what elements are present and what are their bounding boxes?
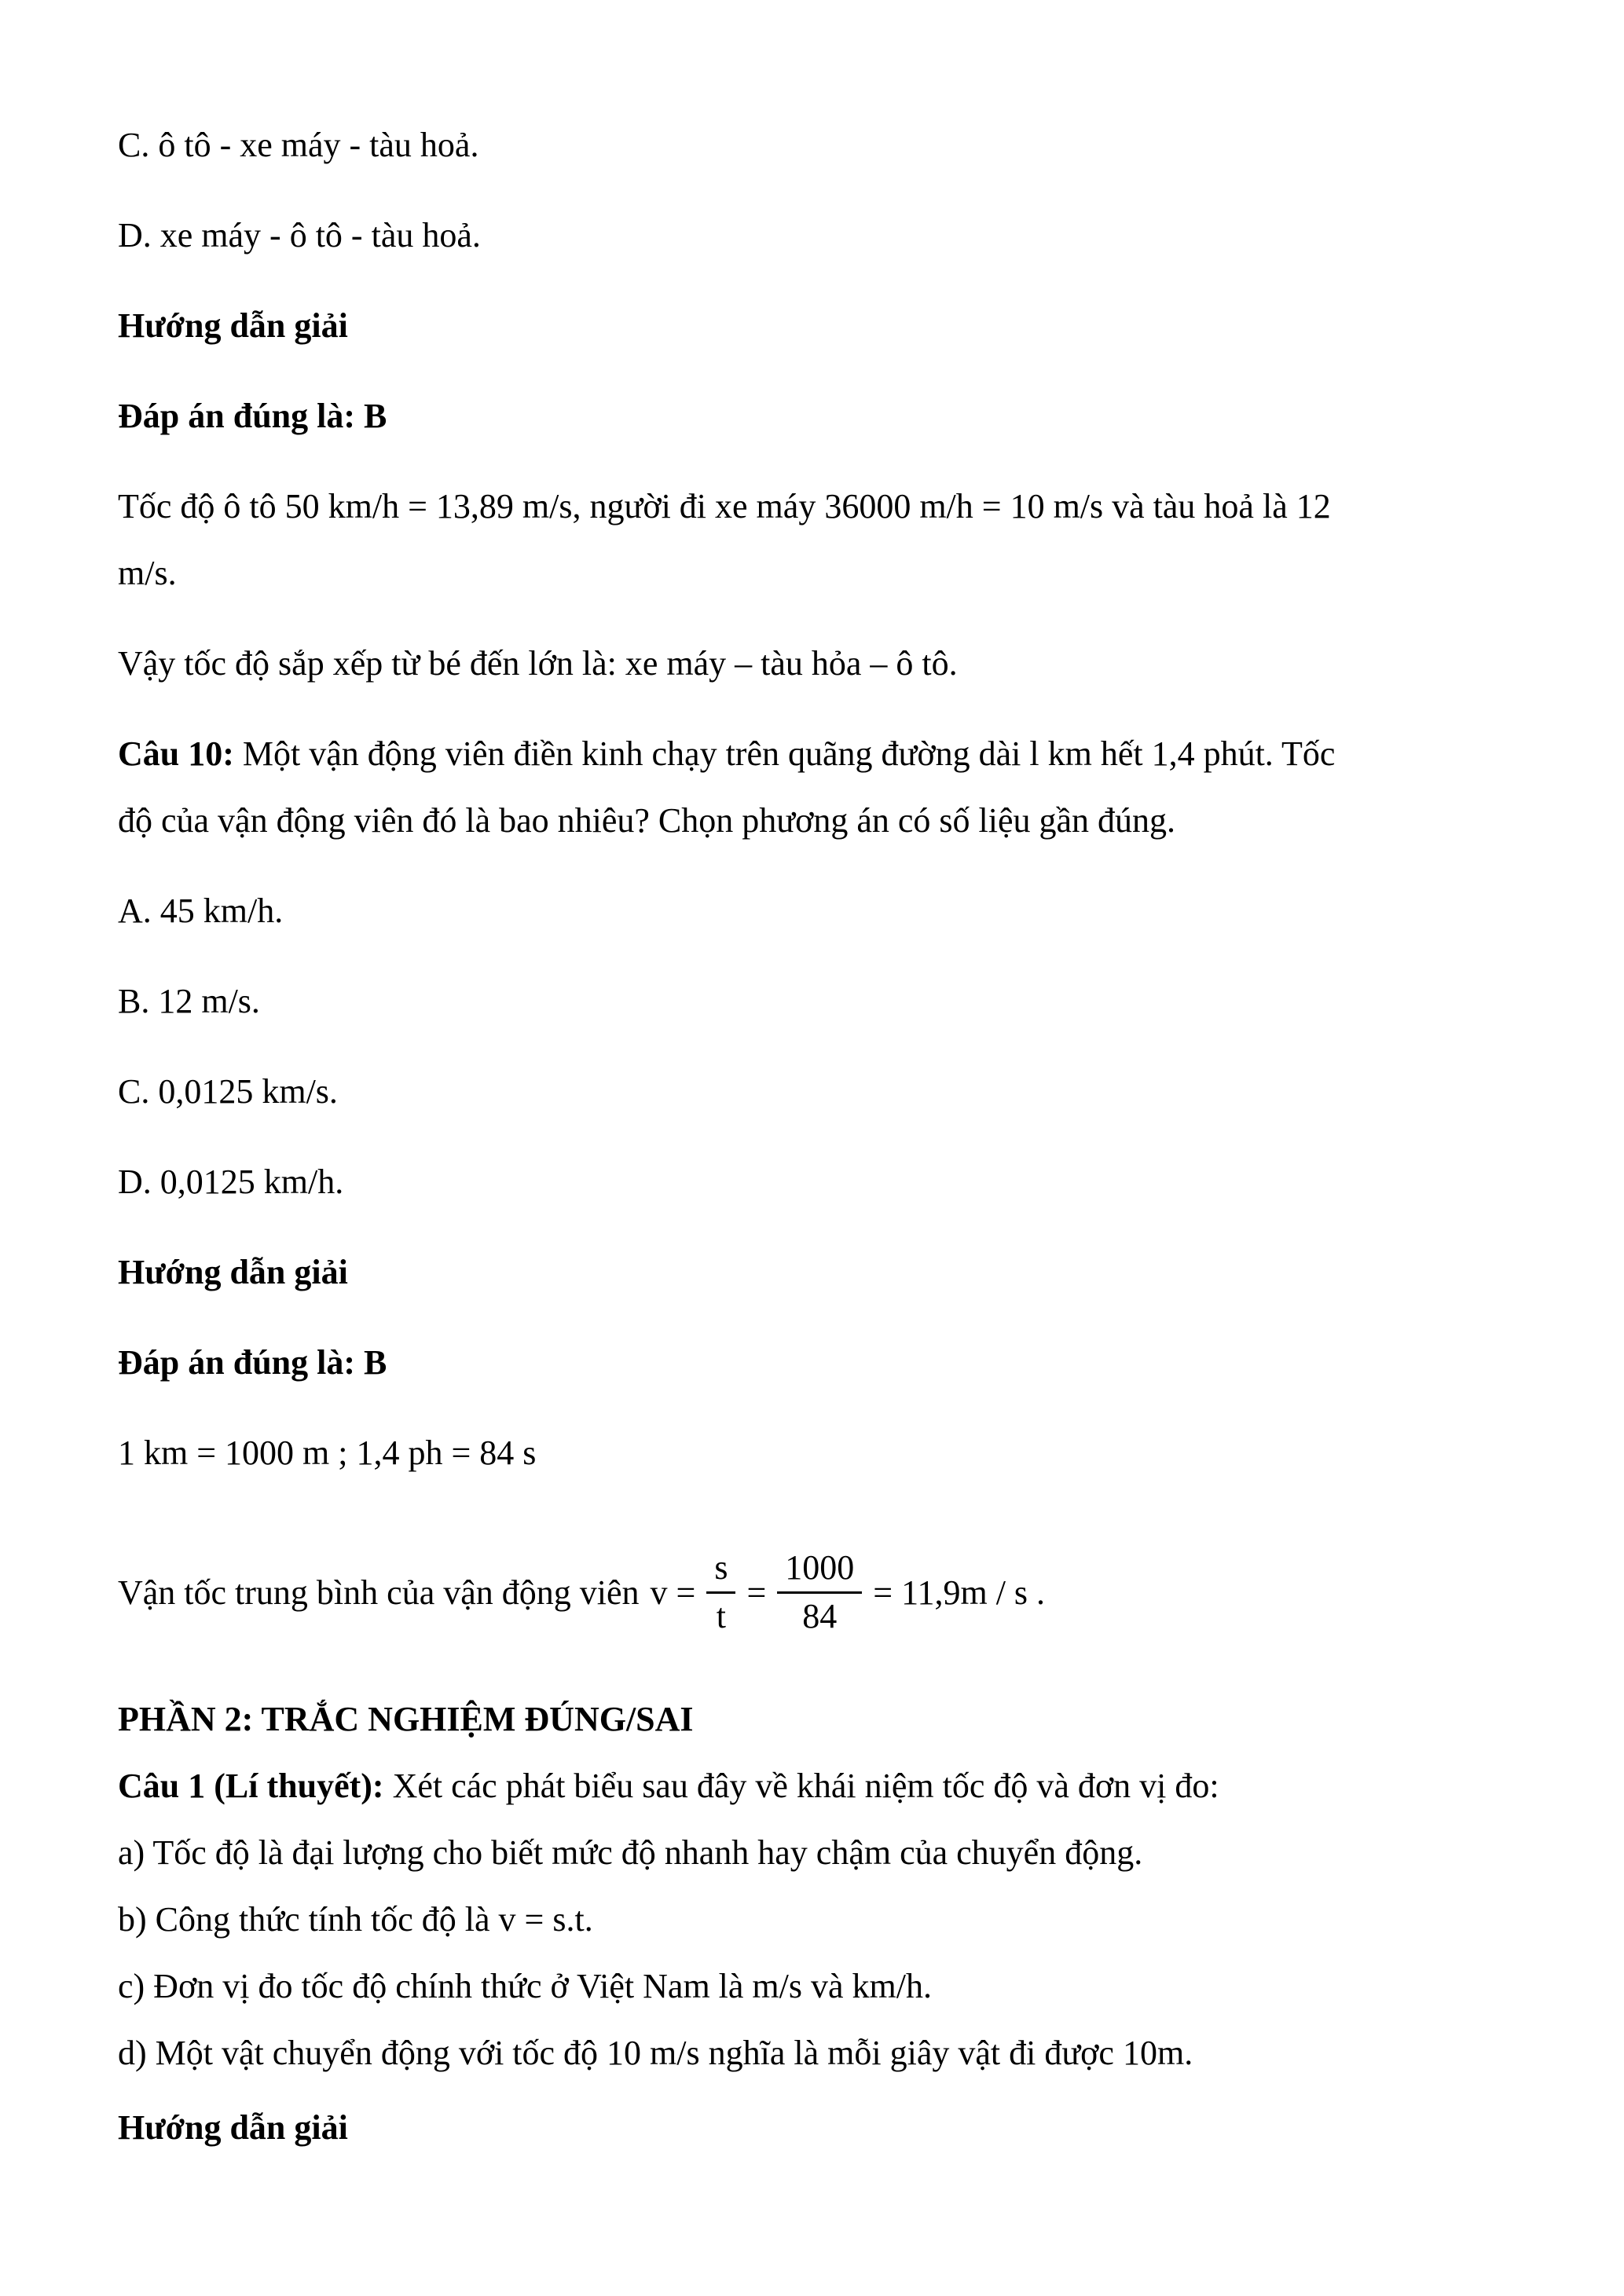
q9-explanation: [118, 473, 1506, 606]
q10-formula-line: [118, 1547, 1506, 1638]
q10-label: Câu 10:: [118, 734, 234, 773]
q9-conclusion: Vậy tốc độ sắp xếp từ bé đến lớn là: xe máy – tàu hỏa – ô tô.: [118, 644, 958, 683]
question10-section: [118, 720, 1506, 1638]
q10-option-d: D. 0,0125 km/h.: [118, 1163, 344, 1201]
cau1-statement-b: b) Công thức tính tốc độ là v = s.t.: [118, 1900, 593, 1939]
fraction-denominator: t: [716, 1596, 727, 1635]
velocity-equation: [651, 1547, 1046, 1638]
q9-answer-heading: Đáp án đúng là: B: [118, 397, 387, 435]
cau1-statement-c: c) Đơn vị đo tốc độ chính thức ở Việt Nam là m/s và km/h.: [118, 1967, 932, 2006]
cau1-statement-a: a) Tốc độ là đại lượng cho biết mức độ nhanh hay chậm của chuyển động.: [118, 1833, 1143, 1873]
q10-option-b: B. 12 m/s.: [118, 982, 260, 1020]
fraction-denominator: 84: [802, 1596, 838, 1635]
q10-option-c: C. 0,0125 km/s.: [118, 1072, 338, 1111]
q10-statement: [118, 720, 1506, 854]
fraction-1000-over-84: [777, 1547, 862, 1638]
question9-solution-section: [118, 112, 1506, 697]
cau1-label: Câu 1 (Lí thuyết):: [118, 1767, 384, 1806]
cau1-statement-d: d) Một vật chuyển động với tốc độ 10 m/s nghĩa là mỗi giây vật đi được 10m.: [118, 2034, 1193, 2073]
q10-guide-heading: Hướng dẫn giải: [118, 1253, 348, 1291]
q9-guide-heading: Hướng dẫn giải: [118, 306, 348, 345]
q9-explanation-line1: Tốc độ ô tô 50 km/h = 13,89 m/s, người đi xe máy 36000 m/h = 10 m/s và tàu hoả là 12: [118, 487, 1331, 525]
fraction-numerator: 1000: [777, 1547, 862, 1594]
q10-answer-heading: Đáp án đúng là: B: [118, 1343, 387, 1382]
equation-lhs: v =: [650, 1573, 696, 1612]
formula-prefix-text: Vận tốc trung bình của vận động viên: [118, 1573, 640, 1612]
cau1-text: Xét các phát biểu sau đây về khái niệm tốc độ và đơn vị đo:: [383, 1767, 1219, 1806]
q9-explanation-line2: m/s.: [118, 554, 177, 592]
fraction-s-over-t: [706, 1547, 735, 1638]
q10-statement-line2: độ của vận động viên đó là bao nhiêu? Chọn phương án có số liệu gần đúng.: [118, 801, 1176, 840]
equals-sign: =: [746, 1573, 767, 1612]
q10-statement-line1: Một vận động viên điền kinh chạy trên quãng đường dài l km hết 1,4 phút. Tốc: [233, 734, 1336, 773]
q9-option-c: C. ô tô - xe máy - tàu hoả.: [118, 126, 479, 164]
fraction-numerator: s: [706, 1547, 735, 1594]
equation-result: = 11,9m / s .: [873, 1573, 1046, 1612]
q10-option-a: A. 45 km/h.: [118, 892, 284, 930]
part2-section: [118, 1686, 1506, 2161]
cau1-guide-heading: Hướng dẫn giải: [118, 2108, 348, 2148]
q10-unit-conversion: 1 km = 1000 m ; 1,4 ph = 84 s: [118, 1434, 537, 1472]
q9-option-d: D. xe máy - ô tô - tàu hoả.: [118, 216, 481, 255]
part2-heading: PHẦN 2: TRẮC NGHIỆM ĐÚNG/SAI: [118, 1700, 694, 1739]
cau1-statement: [118, 1752, 1506, 1819]
